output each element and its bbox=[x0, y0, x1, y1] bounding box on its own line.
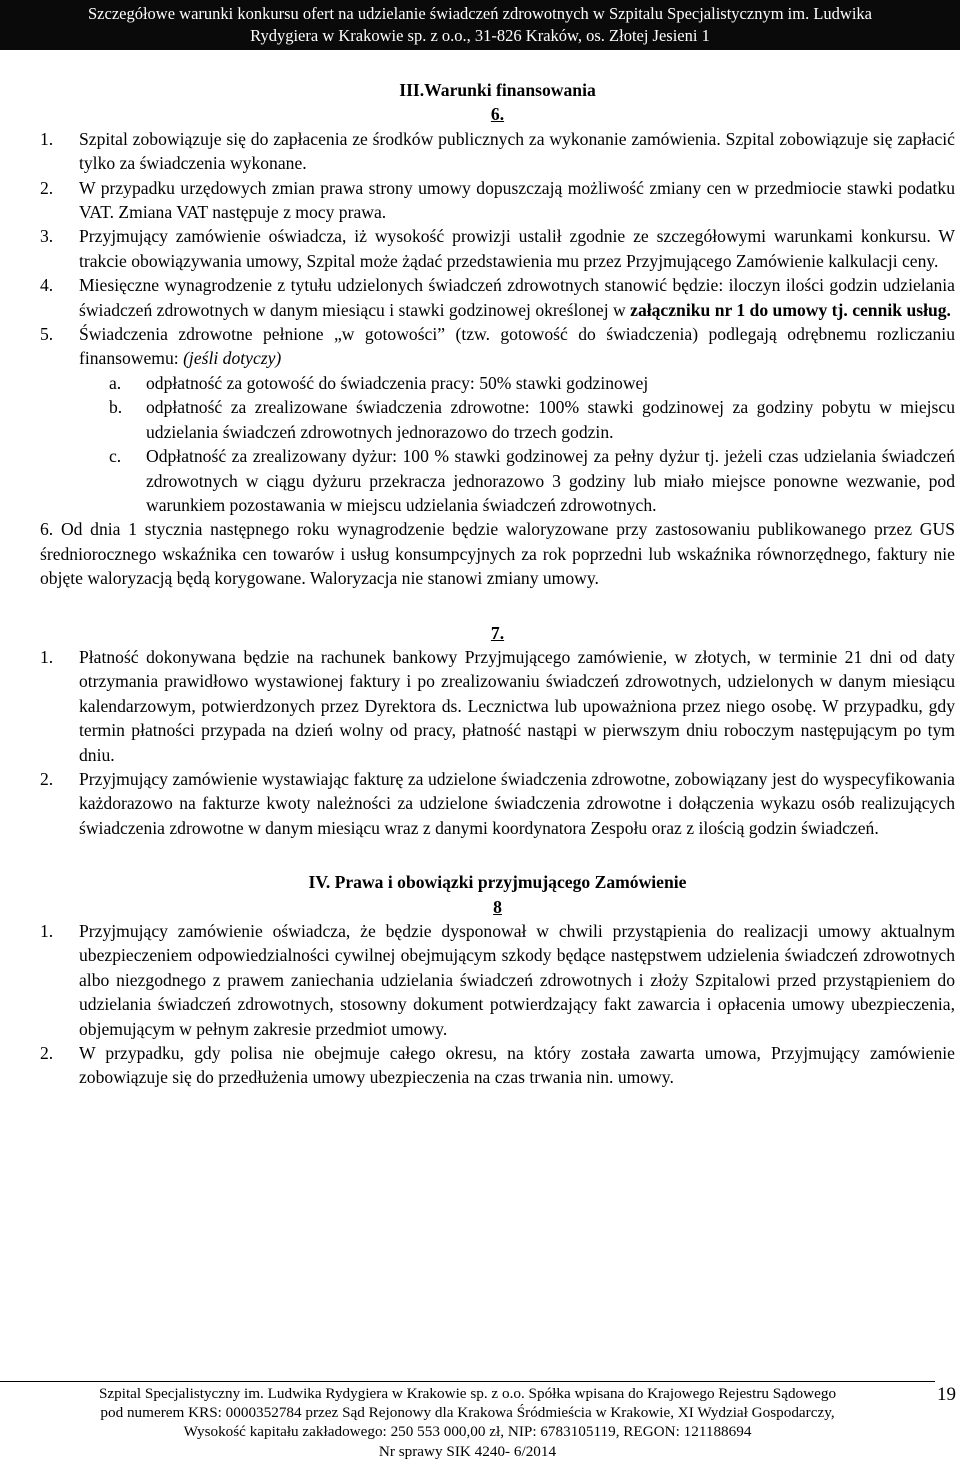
section-3-title: III.Warunki finansowania bbox=[399, 80, 596, 100]
item-number: 4. bbox=[40, 275, 54, 296]
list-item bbox=[40, 273, 955, 322]
item-text-italic: (jeśli dotyczy) bbox=[183, 348, 282, 369]
sub-item-text: odpłatność za zrealizowane świadczenia zdrowotne: 100% stawki godzinowej za godziny pobytu w miejscu udzielania świadczeń zdrowotnych jednorazowo do trzech godzin. bbox=[146, 397, 955, 442]
footer-divider bbox=[0, 1381, 935, 1382]
item-number: 5. bbox=[40, 324, 54, 345]
page-number: 19 bbox=[937, 1384, 956, 1405]
sub-item-text: odpłatność za gotowość do świadczenia pracy: 50% stawki godzinowej bbox=[146, 372, 649, 393]
footer-line-3: Wysokość kapitału zakładowego: 250 553 000,00 zł, NIP: 6783105119, REGON: 121188694 bbox=[183, 1423, 752, 1441]
sub-list-item bbox=[40, 371, 955, 395]
header-line-1: Szczegółowe warunki konkursu ofert na udzielanie świadczeń zdrowotnych w Szpitalu Specjalistycznym im. Ludwika bbox=[88, 4, 872, 23]
section-4-title: IV. Prawa i obowiązki przyjmującego Zamówienie bbox=[308, 872, 687, 893]
item-text: Przyjmujący zamówienie oświadcza, że będzie dysponował w chwili przystąpienia do realizacji umowy aktualnym ubezpieczeniem odpowiedzialności cywilnej obejmującym szkody będące następstwem udzielenia świadczeń zdrowotnych albo niezgodnego z prawem zaniechania udzielania świadczeń zdrowotnych i złoży Szpitalowi przed przystąpieniem do udzielania świadczeń zdrowotnych, stosowny dokument potwierdzający fakt zawarcia i opłacenia umowy ubezpieczenia, objemującym w pełnym zakresie przedmiot umowy. bbox=[79, 921, 955, 1039]
item-number: 1. bbox=[40, 128, 54, 149]
sub-list-item bbox=[40, 395, 955, 444]
paragraph-item-6: 6. Od dnia 1 stycznia następnego roku wynagrodzenie będzie waloryzowane przy zastosowaniu publikowanego przez GUS średniorocznego wskaźnika cen towarów i usług konsumpcyjnych za rok poprzedni lub wskaźnika równorzędnego, faktury nie objęte waloryzacją będą korygowane. Waloryzacja nie stanowi zmiany umowy. bbox=[40, 519, 955, 589]
item-text: Płatność dokonywana będzie na rachunek bankowy Przyjmującego zamówienie, w złotych, w terminie 21 dni od daty otrzymania prawidłowo wystawionej faktury i po zrealizowaniu świadczeń zdrowotnych, udzielonych w danym miesiącu kalendarzowym, potwierdzonych przez Dyrektora ds. Lecznictwa lub upoważniona przez niego osobę. W przypadku, gdy termin płatności przypada na dzień wolny od pracy, płatność nastąpi w pierwszym dniu roboczym następującym po tym dniu. bbox=[79, 646, 955, 765]
document-body bbox=[40, 78, 955, 1090]
sub-item-letter: c. bbox=[109, 446, 122, 467]
item-text: Miesięczne wynagrodzenie z tytułu udzielonych świadczeń zdrowotnych stanowić będzie: iloczyn ilości godzin udzielania świadczeń zdrowotnych w danym miesiącu i stawki godzinowej określonej w bbox=[79, 275, 955, 320]
item-text-bold: załączniku nr 1 do umowy tj. cennik usług. bbox=[630, 299, 951, 320]
footer-line-4: Nr sprawy SIK 4240- 6/2014 bbox=[378, 1442, 557, 1460]
item-text: Świadczenia zdrowotne pełnione „w gotowości” (tzw. gotowość do świadczenia) podlegają odrębnemu rozliczaniu finansowemu: bbox=[79, 324, 955, 369]
sub-item-letter: b. bbox=[109, 397, 123, 418]
list-item bbox=[40, 127, 955, 176]
item-text: Szpital zobowiązuje się do zapłacenia ze środków publicznych za wykonanie zamówienia. Szpital zobowiązuje się zapłacić tylko za świadczenia wykonane. bbox=[79, 128, 955, 174]
list-item bbox=[40, 645, 955, 767]
item-number: 1. bbox=[40, 646, 54, 667]
item-text: Przyjmujący zamówienie oświadcza, iż wysokość prowizji ustalił zgodnie ze szczegółowymi warunkami konkursu. W trakcie obowiązywania umowy, Szpital może żądać przedstawienia mu przez Przyjmującego Zamówienie kalkulacji ceny. bbox=[79, 226, 955, 271]
item-text: W przypadku, gdy polisa nie obejmuje całego okresu, na który została zawarta umowa, Przyjmujący zamówienie zobowiązuje się do przedłużenia umowy ubezpieczenia na czas trwania nin. umowy. bbox=[79, 1043, 955, 1088]
list-item bbox=[40, 176, 955, 225]
item-number: 2. bbox=[40, 768, 54, 789]
list-item bbox=[40, 224, 955, 273]
paragraph-7-number: 7. bbox=[490, 622, 505, 643]
item-number: 2. bbox=[40, 1043, 54, 1064]
list-item bbox=[40, 919, 955, 1041]
document-header bbox=[0, 0, 960, 50]
item-text: W przypadku urzędowych zmian prawa strony umowy dopuszczają możliwość zmiany cen w przedmiocie stawki podatku VAT. Zmiana VAT następuje z mocy prawa. bbox=[79, 177, 955, 223]
item-number: 2. bbox=[40, 177, 54, 198]
sub-list-item bbox=[40, 444, 955, 517]
list-item bbox=[40, 1041, 955, 1090]
header-line-2: Rydygiera w Krakowie sp. z o.o., 31-826 Kraków, os. Złotej Jesieni 1 bbox=[250, 26, 710, 45]
footer-line-2: pod numerem KRS: 0000352784 przez Sąd Rejonowy dla Krakowa Śródmieścia w Krakowie, XI Wydział Gospodarczy, bbox=[100, 1404, 835, 1422]
paragraph-6-number: 6. bbox=[490, 104, 505, 125]
paragraph-8-number: 8 bbox=[493, 896, 502, 917]
sub-item-text: Odpłatność za zrealizowany dyżur: 100 % stawki godzinowej za pełny dyżur tj. jeżeli czas udzielania świadczeń zdrowotnych w ciągu dyżuru przekracza jednorazowo 3 godziny lub miało miejsce ponowne wezwanie, pod warunkiem pozostawania w miejscu udzielania świadczeń zdrowotnych. bbox=[146, 446, 955, 515]
list-item bbox=[40, 322, 955, 371]
item-text: Przyjmujący zamówienie wystawiając fakturę za udzielone świadczenia zdrowotne, zobowiązany jest do wyspecyfikowania każdorazowo na fakturze kwoty należności za udzielone świadczenia zdrowotne i dołączenia wykazu osób realizujących świadczenia zdrowotne w danym miesiącu wraz z danymi koordynatora Zespołu oraz z ilością godzin świadczeń. bbox=[79, 768, 955, 838]
footer-line-1: Szpital Specjalistyczny im. Ludwika Rydygiera w Krakowie sp. z o.o. Spółka wpisana do Krajowego Rejestru Sądowego bbox=[98, 1385, 837, 1402]
document-footer bbox=[0, 1384, 935, 1461]
list-item bbox=[40, 767, 955, 840]
item-number: 3. bbox=[40, 226, 54, 247]
sub-item-letter: a. bbox=[109, 372, 122, 393]
item-number: 1. bbox=[40, 921, 54, 941]
